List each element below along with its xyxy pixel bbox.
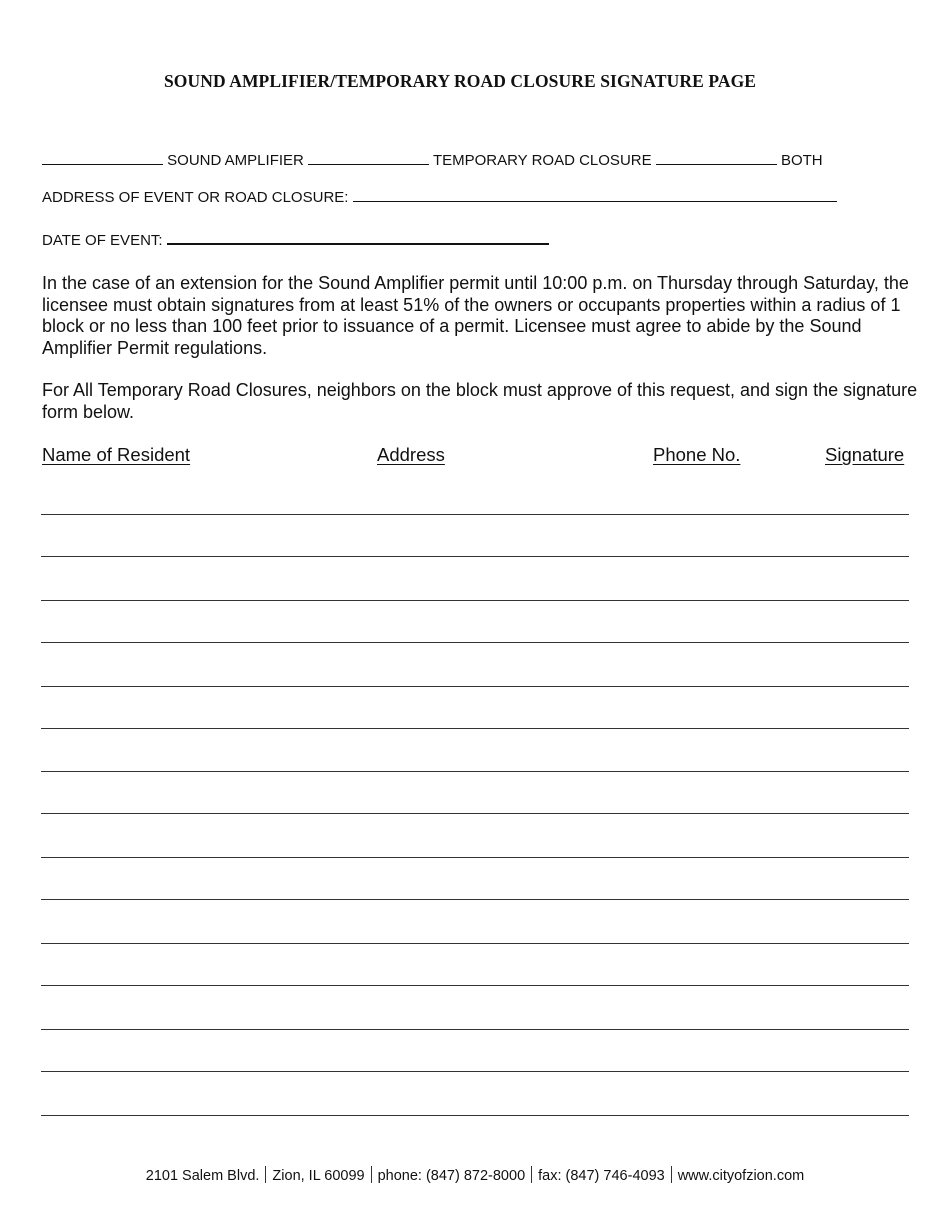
signature-row-line[interactable] [41, 556, 909, 557]
signature-row-line[interactable] [41, 514, 909, 515]
footer-phone: phone: (847) 872-8000 [377, 1168, 526, 1184]
page-title: SOUND AMPLIFIER/TEMPORARY ROAD CLOSURE SIGNATURE PAGE [163, 71, 757, 91]
signature-row-line[interactable] [41, 686, 909, 687]
signature-row-line[interactable] [41, 1115, 909, 1116]
both-blank[interactable] [656, 162, 777, 165]
footer-street: 2101 Salem Blvd. [145, 1168, 260, 1184]
footer [0, 1166, 950, 1184]
permit-type-line [42, 152, 823, 169]
footer-fax: fax: (847) 746-4093 [538, 1168, 665, 1184]
sound-extension-paragraph: In the case of an extension for the Sound Amplifier permit until 10:00 p.m. on Thursday through Saturday, the licensee must obtain signatures from at least 51% of the owners or occupants properties within a radius of 1 block or no less than 100 feet prior to issuance of a permit. Licensee must agree to abide by the Sound Amplifier Permit regulations. [42, 273, 909, 358]
header-phone: Phone No. [653, 444, 741, 465]
address-field-row [42, 189, 837, 206]
date-blank[interactable] [167, 241, 549, 245]
road-closure-label: TEMPORARY ROAD CLOSURE [432, 152, 652, 169]
signature-row-line[interactable] [41, 600, 909, 601]
sound-amplifier-blank[interactable] [42, 162, 163, 165]
header-address: Address [377, 444, 445, 465]
signature-row-line[interactable] [41, 728, 909, 729]
signature-row-line[interactable] [41, 899, 909, 900]
sound-amplifier-label: SOUND AMPLIFIER [167, 152, 304, 169]
road-closure-blank[interactable] [308, 162, 429, 165]
header-name-of-resident: Name of Resident [42, 444, 191, 465]
signature-row-line[interactable] [41, 642, 909, 643]
signature-row-line[interactable] [41, 1071, 909, 1072]
address-blank[interactable] [353, 199, 837, 202]
signature-row-line[interactable] [41, 943, 909, 944]
signature-row-line[interactable] [41, 985, 909, 986]
footer-website[interactable]: www.cityofzion.com [677, 1168, 805, 1184]
signature-row-line[interactable] [41, 857, 909, 858]
date-field-row [42, 232, 549, 249]
signature-row-line[interactable] [41, 771, 909, 772]
road-closure-paragraph: For All Temporary Road Closures, neighbors on the block must approve of this request, and sign the signature form below. [42, 380, 918, 422]
footer-city: Zion, IL 60099 [272, 1168, 365, 1184]
signature-row-line[interactable] [41, 1029, 909, 1030]
address-label: ADDRESS OF EVENT OR ROAD CLOSURE: [42, 189, 349, 206]
date-label: DATE OF EVENT: [42, 232, 163, 249]
both-label: BOTH [780, 152, 823, 169]
signature-row-line[interactable] [41, 813, 909, 814]
header-signature: Signature [825, 444, 905, 465]
